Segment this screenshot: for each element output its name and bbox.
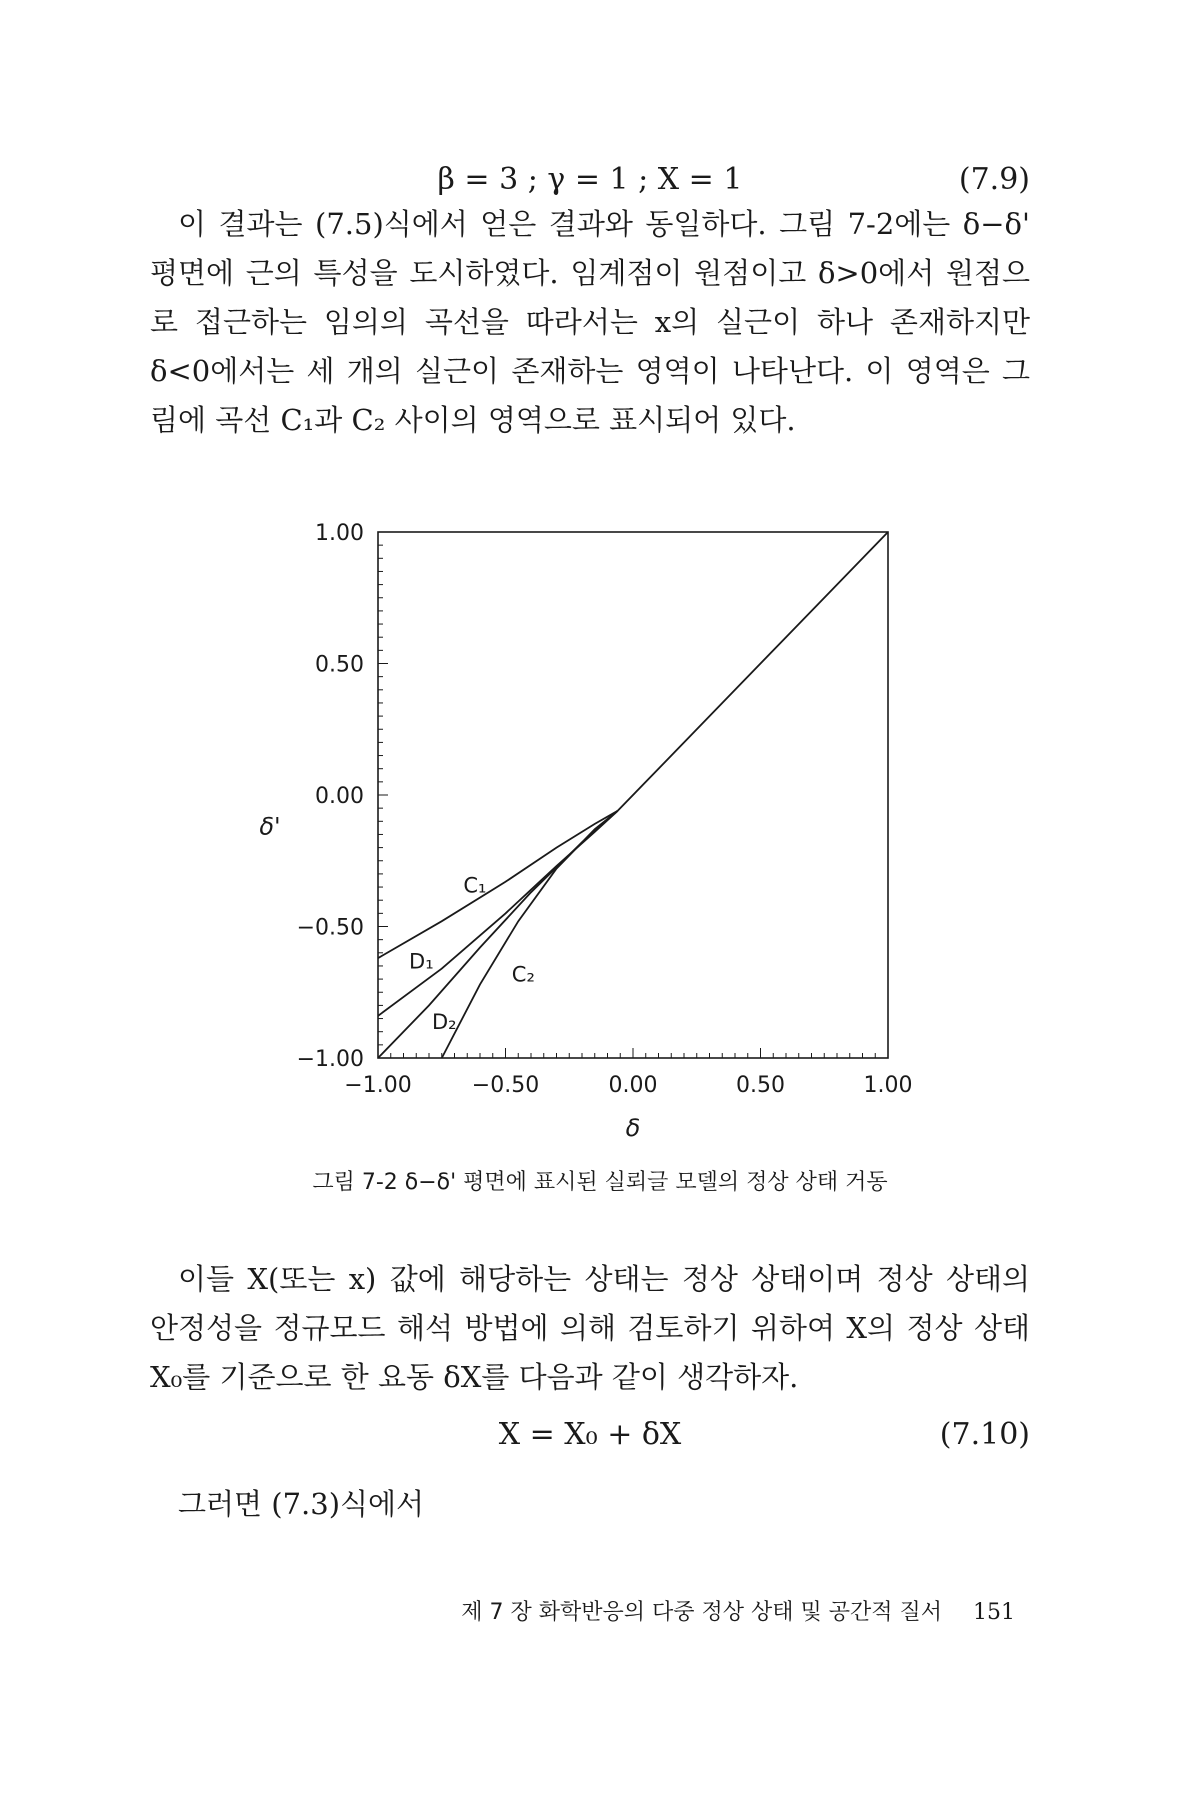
y-tick-label: 1.00 [315, 521, 364, 546]
x-tick-label: −1.00 [344, 1073, 412, 1098]
series-label-D2: D₂ [432, 1010, 457, 1035]
x-axis-label: δ [625, 1114, 641, 1142]
chart-series [378, 532, 888, 1058]
chapter-title: 제 7 장 화학반응의 다중 정상 상태 및 공간적 질서 [461, 1600, 942, 1625]
y-axis-label: δ' [259, 812, 281, 841]
paragraph-text: 이들 X(또는 x) 값에 해당하는 상태는 정상 상태이며 정상 상태의 안정성을 정규모드 해석 방법에 의해 검토하기 위하여 X의 정상 상태 X₀를 기준으로 한 요동 δX를 다음과 같이 생각하자. [150, 1262, 1030, 1394]
x-tick-label: −0.50 [471, 1073, 540, 1098]
x-tick-label: 0.50 [736, 1073, 785, 1098]
y-tick-label: −0.50 [296, 915, 364, 941]
chart-axes [259, 521, 912, 1142]
x-tick-label: 0.00 [608, 1073, 658, 1098]
series-line-C2 [442, 811, 618, 1058]
equation-7-10 [150, 1415, 1030, 1455]
equation-expression: X = X₀ + δX [498, 1417, 682, 1452]
equation-number: (7.10) [939, 1417, 1030, 1452]
y-tick-label: 0.50 [315, 652, 364, 678]
series-line-C1 [378, 811, 618, 958]
series-label-C1: C₁ [463, 873, 487, 898]
paragraph-stability [150, 1255, 1030, 1402]
paragraph-text: 그러면 (7.3)식에서 [178, 1487, 425, 1521]
paragraph-text: 이 결과는 (7.5)식에서 얻은 결과와 동일하다. 그림 7-2에는 δ−δ' 평면에 근의 특성을 도시하였다. 임계점이 원점이고 δ>0에서 원점으로 접근하는 임의의 곡선을 따라서는 x의 실근이 하나 존재하지만 δ<0에서는 세 개의 실근이 존재하는 영역이 나타난다. 이 영역은 그림에 곡선 C₁과 C₂ 사이의 영역으로 표시되어 있다. [150, 207, 1030, 437]
series-line-D2 [378, 811, 618, 1058]
y-tick-label: 0.00 [315, 784, 364, 809]
series-label-C2: C₂ [511, 962, 535, 987]
series-label-D1: D₁ [409, 949, 434, 974]
page-footer [461, 1595, 1015, 1626]
figure-caption: 그림 7-2 δ−δ' 평면에 표시된 실뢰글 모델의 정상 상태 거동 [312, 1170, 888, 1195]
y-tick-label: −1.00 [296, 1047, 364, 1072]
page-number: 151 [973, 1600, 1015, 1625]
paragraph-then [150, 1480, 1030, 1529]
equation-expression: β = 3 ; γ = 1 ; X = 1 [437, 162, 743, 197]
x-tick-label: 1.00 [863, 1073, 913, 1098]
equation-number: (7.9) [958, 162, 1030, 197]
series-line-diagonal [618, 532, 888, 811]
